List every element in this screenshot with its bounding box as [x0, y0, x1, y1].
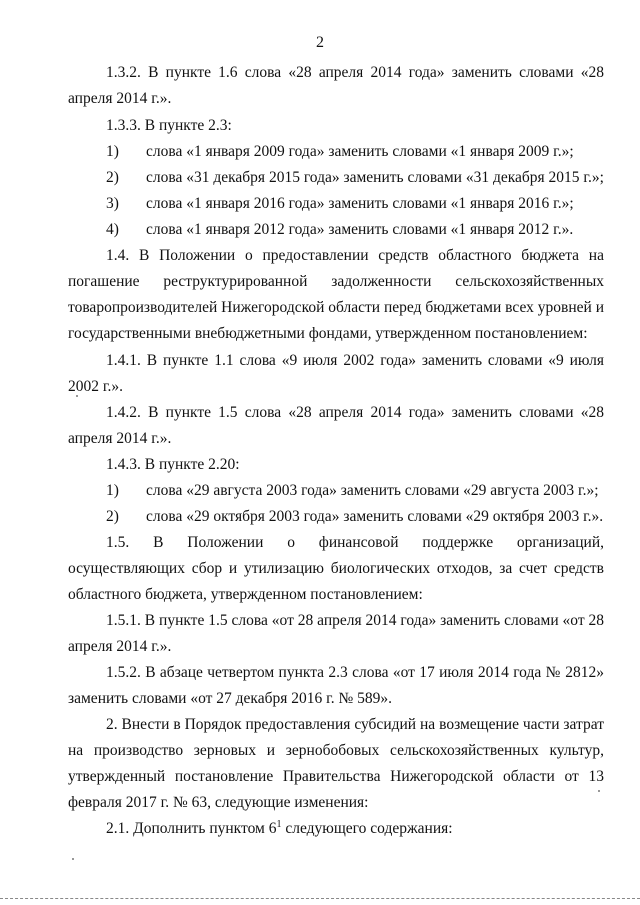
list-item-number: 2) [106, 508, 119, 525]
scan-speck [76, 395, 78, 397]
page-edge-line [0, 898, 640, 899]
paragraph-1-4-3: 1.4.3. В пункте 2.20: [106, 456, 240, 473]
paragraph-1-5-1: 1.5.1. В пункте 1.5 слова «от 28 апреля 2014 года» заменить словами «от 28 апреля 2014 г.». [68, 612, 604, 655]
paragraph-1-5-2: 1.5.2. В абзаце четвертом пункта 2.3 слова «от 17 июля 2014 года № 2812» заменить словами «от 27 декабря 2016 г. № 589». [68, 664, 604, 707]
paragraph-1-4-2: 1.4.2. В пункте 1.5 слова «28 апреля 2014 года» заменить словами «28 апреля 2014 г.». [68, 404, 604, 447]
paragraph-1-5: 1.5. В Положении о финансовой поддержке организаций, осуществляющих сбор и утилизацию биологических отходов, за счет средств областного бюджета, утвержденном постановлением: [68, 534, 604, 603]
superscript-number: 1 [276, 818, 282, 830]
list-item-number: 3) [106, 195, 119, 212]
paragraph-1-4: 1.4. В Положении о предоставлении средств областного бюджета на погашение реструктурированной задолженности сельскохозяйственных товаропроизводителей Нижегородской области перед бюджетами всех уровней и государственными внебюджетными фондами, утвержденном постановлением: [68, 247, 604, 342]
list-item-text: слова «1 января 2012 года» заменить словами «1 января 2012 г.». [146, 221, 574, 238]
paragraph-2-1-text: 2.1. Дополнить пунктом 6 [106, 820, 277, 837]
list-item-number: 1) [106, 482, 119, 499]
paragraph-2-1 [68, 816, 604, 842]
list-item-number: 2) [106, 169, 119, 186]
list-item-number: 4) [106, 221, 119, 238]
list-item-text: слова «1 января 2009 года» заменить словами «1 января 2009 г.»; [146, 143, 574, 160]
scan-speck [72, 858, 74, 860]
list-item-text: слова «31 декабря 2015 года» заменить словами «31 декабря 2015 г.»; [146, 169, 604, 186]
list-item-text: слова «1 января 2016 года» заменить словами «1 января 2016 г.»; [146, 195, 574, 212]
list-item-text: слова «29 октября 2003 года» заменить словами «29 октября 2003 г.». [146, 508, 604, 525]
paragraph-1-3-3: 1.3.3. В пункте 2.3: [106, 117, 232, 134]
paragraph-1-4-1: 1.4.1. В пункте 1.1 слова «9 июля 2002 года» заменить словами «9 июля 2002 г.». [68, 352, 604, 395]
scan-speck [598, 790, 600, 792]
paragraph-1-3-2: 1.3.2. В пункте 1.6 слова «28 апреля 2014 года» заменить словами «28 апреля 2014 г.». [68, 64, 604, 107]
paragraph-2-1-text-end: следующего содержания: [281, 820, 453, 837]
list-item-text: слова «29 августа 2003 года» заменить словами «29 августа 2003 г.»; [146, 482, 599, 499]
page-number: 2 [316, 34, 324, 51]
list-item-number: 1) [106, 143, 119, 160]
paragraph-2: 2. Внести в Порядок предоставления субсидий на возмещение части затрат на производство зерновых и зернобобовых сельскохозяйственных культур, утвержденный постановление Правительства Нижегородской области от 13 февраля 2017 г. № 63, следующие изменения: [68, 716, 604, 811]
